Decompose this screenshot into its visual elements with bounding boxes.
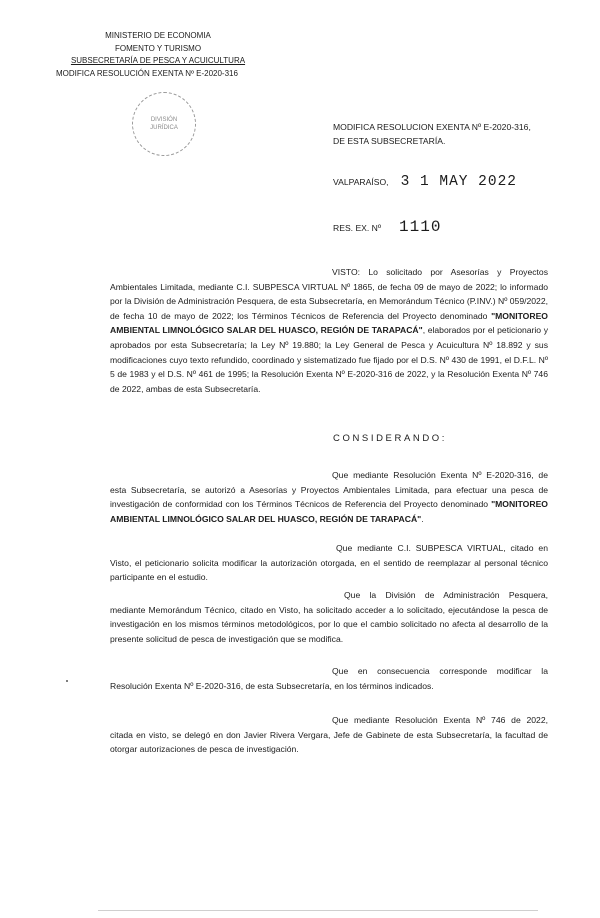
considerando-paragraph-2 — [110, 541, 548, 585]
bottom-edge-line — [98, 910, 538, 911]
scan-speck — [66, 680, 68, 682]
visto-text-a: Lo solicitado por Asesorías y Proyectos Ambientales Limitada, mediante C.I. SUBPESCA VIRTUAL Nº 1865, de fecha 09 de mayo de 2022; lo informado por la División de Administración Pesquera, de esta Subsecretaría, en Memorándum Técnico (P.INV.) Nº 059/2022, de fecha 10 de mayo de 2022; los Términos Técnicos de Referencia del Proyecto denominado — [110, 267, 548, 321]
p1-project-name: "MONITOREO AMBIENTAL LIMNOLÓGICO SALAR DEL HUASCO, REGIÓN DE TARAPACÁ" — [110, 499, 548, 524]
considerando-paragraph-4 — [110, 664, 548, 693]
place-label: VALPARAÍSO, — [333, 177, 389, 187]
visto-project-name: "MONITOREO AMBIENTAL LIMNOLÓGICO SALAR DEL HUASCO, REGIÓN DE TARAPACÁ" — [110, 310, 548, 336]
document-subject-short: MODIFICA RESOLUCIÓN EXENTA Nº E-2020-316 — [56, 68, 238, 78]
ministry-name: MINISTERIO DE ECONOMIA — [105, 31, 211, 40]
undersecretariat-name: SUBSECRETARÍA DE PESCA Y ACUICULTURA — [70, 56, 246, 65]
considerando-paragraph-3 — [110, 588, 548, 646]
date-stamp: 3 1 MAY 2022 — [400, 174, 517, 190]
considerando-paragraph-5 — [110, 713, 548, 757]
p1-text-a: Que mediante Resolución Exenta Nº E-2020-316, de esta Subsecretaría, se autorizó a Asesorías y Proyectos Ambientales Limitada, para efectuar una pesca de investigación de conformidad con los Términos Técnicos de Referencia del Proyecto denominado — [110, 470, 548, 510]
document-reference — [333, 120, 531, 148]
stamp-line-2: JURÍDICA — [150, 125, 178, 131]
visto-label: VISTO: — [332, 267, 361, 277]
legal-division-stamp — [132, 92, 196, 156]
visto-text-b: , elaborados por el peticionario y aprobados por esta Subsecretaría; la Ley Nº 19.880; la Ley General de Pesca y Acuicultura Nº 18.892 y sus modificaciones cuyo texto refundido, coordinado y sistematizado fue fijado por el D.S. Nº 430 de 1991, el D.F.L. Nº 5 de 1983 y el D.S. Nº 461 de 1995; la Resolución Exenta Nº E-2020-316 de 2022, y la Resolución Exenta Nº 746 de 2022, ambas de esta Subsecretaría. — [110, 325, 548, 394]
p3-text: Que la División de Administración Pesquera, mediante Memorándum Técnico, citado en Visto, ha solicitado acceder a lo solicitado, ejecutándose la pesca de investigación en los mismos términos metodológicos, por lo que el cambio solicitado no afecta al desarrollo de la presente solicitud de pesca de investigación que se modifica. — [110, 590, 548, 644]
p5-text: Que mediante Resolución Exenta Nº 746 de 2022, citada en visto, se delegó en don Javier Rivera Vergara, Jefe de Gabinete de esta Subsecretaría, la facultad de otorgar autorizaciones de pesca de investigación. — [110, 715, 548, 755]
stamp-line-1: DIVISIÓN — [150, 117, 178, 123]
resolution-number-value: 1110 — [399, 218, 442, 236]
letterhead — [58, 30, 258, 80]
place-date — [333, 174, 517, 190]
ministry-subtitle: FOMENTO Y TURISMO — [114, 43, 202, 53]
considerando-paragraph-1 — [110, 468, 548, 526]
visto-paragraph — [110, 265, 548, 396]
reference-line-2: DE ESTA SUBSECRETARÍA. — [333, 136, 446, 146]
reference-line-1: MODIFICA RESOLUCION EXENTA Nº E-2020-316, — [333, 122, 531, 132]
resolution-number — [333, 218, 441, 236]
p4-text: Que en consecuencia corresponde modificar la Resolución Exenta Nº E-2020-316, de esta Subsecretaría, en los términos indicados. — [110, 666, 548, 691]
p2-text: Que mediante C.I. SUBPESCA VIRTUAL, citado en Visto, el peticionario solicita modificar la autorización otorgada, en el sentido de reemplazar al personal técnico participante en el estudio. — [110, 543, 548, 583]
resolution-label: RES. EX. Nº — [333, 223, 382, 233]
considerando-heading: CONSIDERANDO: — [333, 433, 448, 444]
p1-text-b: . — [421, 513, 424, 524]
